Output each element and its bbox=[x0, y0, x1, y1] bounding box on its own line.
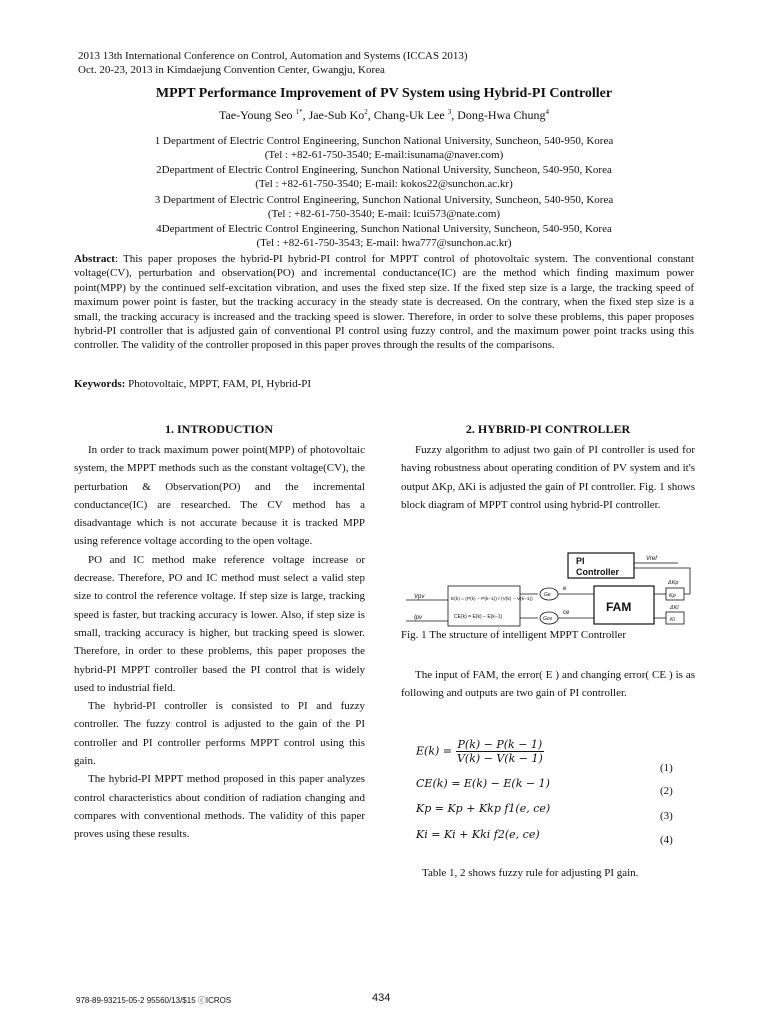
equation-number: (4) bbox=[660, 834, 673, 846]
affiliation-4 bbox=[0, 222, 768, 250]
affiliation-dept: 1 Department of Electric Control Engineering, Sunchon National University, Suncheon, 540-950, Korea bbox=[154, 135, 614, 147]
keywords-text: Photovoltaic, MPPT, FAM, PI, Hybrid-PI bbox=[128, 378, 312, 390]
kp-label: Kp bbox=[669, 593, 676, 599]
affiliation-contact: (Tel : +82-61-750-3540; E-mail: lcui573@nate.com) bbox=[267, 208, 501, 220]
footer-isbn: 978-89-93215-05-2 95560/13/$15 ⓒICROS bbox=[76, 996, 232, 1005]
affiliation-1 bbox=[0, 134, 768, 162]
affiliation-2 bbox=[0, 163, 768, 191]
section-1-body bbox=[74, 441, 365, 844]
affiliation-contact: (Tel : +82-61-750-3540; E-mail: kokos22@sunchon.ac.kr) bbox=[255, 178, 513, 190]
equation-fraction bbox=[456, 738, 545, 765]
equation-number: (2) bbox=[660, 785, 673, 797]
conference-line: 2013 13th International Conference on Control, Automation and Systems (ICCAS 2013) bbox=[78, 50, 468, 62]
page-number: 434 bbox=[372, 992, 391, 1004]
paper-title: MPPT Performance Improvement of PV System using Hybrid-PI Controller bbox=[155, 86, 613, 101]
e-label: e bbox=[563, 586, 567, 592]
paragraph: Fuzzy algorithm to adjust two gain of PI controller is used for having robustness about operating condition of PV system and it's output ΔKp, ΔKi is adjusted the gain of PI controller. Fig. 1 shows block diagram of MPPT control using hybrid-PI controller. bbox=[401, 444, 695, 511]
error-equation-box bbox=[448, 586, 520, 626]
equation-3: Kp = Kp + Kkp f1(e, ce) bbox=[416, 802, 551, 815]
pi-label: PI bbox=[576, 556, 585, 566]
error-equation: E(k) = (P(k) − P(k−1)) / (V(k) − V(k−1)) bbox=[451, 597, 533, 602]
keywords bbox=[74, 378, 311, 390]
abstract-text: : This paper proposes the hybrid-PI hybrid-PI control for MPPT control of photovoltaic system. The conventional constant voltage(CV), perturbation and observation(PO) and incremental conductance(IC) are the method which finding maximum power point(MPP) by the continued self-excitation vibration, and uses the fixed step size. If the fixed step size is a large, the tracking speed of maximum power point is faster, but the tracking accuracy in the steady state is decreased. On the contrary, when the fixed step size is a small, the tracking accuracy is increased and the tracking speed is slower. Therefore, in order to solve these problems, this paper proposes hybrid-PI controller that is adjusted gain of conventional PI control using fuzzy control, and the maximum power point tracks using this controller. The validity of the controller proposed in this paper proves through the results of the comparisons. bbox=[74, 253, 694, 352]
section-2-para-2 bbox=[401, 666, 695, 703]
change-error-equation: CE(k) = E(k) − E(k−1) bbox=[454, 614, 503, 620]
author-list: Tae-Young Seo $^{1*}$, Jae-Sub Ko$^2$, Chang-Uk Lee $^3$, Dong-Hwa Chung$^4$ bbox=[218, 108, 550, 122]
fam-label: FAM bbox=[606, 600, 632, 614]
gce-label: Gce bbox=[543, 616, 553, 622]
section-2-heading: 2. HYBRID-PI CONTROLLER bbox=[465, 422, 631, 436]
ki-label: Ki bbox=[670, 617, 675, 623]
dkp-label: ΔKp bbox=[668, 580, 679, 586]
figure-1-diagram bbox=[400, 548, 696, 628]
keywords-label: Keywords: bbox=[74, 378, 126, 390]
equation-denominator: V(k) − V(k − 1) bbox=[456, 752, 543, 765]
equation-lhs: E(k) = bbox=[416, 744, 452, 758]
abstract bbox=[74, 252, 694, 353]
vref-label: Vref bbox=[646, 556, 657, 562]
figure-1-caption: Fig. 1 The structure of intelligent MPPT Controller bbox=[401, 629, 627, 641]
ge-label: Ge bbox=[544, 592, 551, 598]
affiliation-contact: (Tel : +82-61-750-3543; E-mail: hwa777@sunchon.ac.kr) bbox=[256, 237, 512, 249]
equation-numerator: P(k) − P(k − 1) bbox=[457, 738, 543, 751]
equation-2: CE(k) = E(k) − E(k − 1) bbox=[416, 777, 550, 790]
ce-label: ce bbox=[563, 610, 570, 616]
affiliation-dept: 2Department of Electric Control Engineering, Sunchon National University, Suncheon, 540-950, Korea bbox=[156, 164, 612, 176]
equation-number: (3) bbox=[660, 810, 673, 822]
equation-number: (1) bbox=[660, 762, 673, 774]
dki-label: ΔKi bbox=[670, 605, 679, 611]
paragraph: PO and IC method make reference voltage increase or decrease. Therefore, PO and IC method must select a valid step size to control the reference voltage. If step size is large, tracking speed is faster, but tracking accuracy is lower. Also, if step size is small, tracking accuracy is higher, but tracking speed is slower. Therefore, in order to these problems, this paper proposes the hybrid-PI MPPT controller based the PI control that is widely used to industrial field. bbox=[74, 553, 365, 694]
vpv-label: Vpv bbox=[414, 594, 425, 600]
ki-block bbox=[666, 612, 684, 624]
abstract-label: Abstract bbox=[74, 253, 115, 265]
equation-4: Ki = Ki + Kki f2(e, ce) bbox=[416, 828, 540, 841]
controller-label: Controller bbox=[576, 567, 620, 577]
affiliation-contact: (Tel : +82-61-750-3540; E-mail:isunama@naver.com) bbox=[264, 149, 504, 161]
paragraph: The hybrid-PI controller is consisted to PI and fuzzy controller. The fuzzy control is adjusted to the gain of the PI controller and PI controller performs MPPT control using this gain. bbox=[74, 700, 365, 768]
section-2-para-1 bbox=[401, 441, 695, 514]
conference-date-line: Oct. 20-23, 2013 in Kimdaejung Convention Center, Gwangju, Korea bbox=[78, 64, 385, 76]
paragraph: In order to track maximum power point(MPP) of photovoltaic system, the MPPT methods such as the constant voltage(CV), the perturbation & Observation(PO) and the incremental conductance(IC) are researched. The CV method has a disadvantage which is not accurate because it is tracked MPP using reference voltage according to the open voltage. bbox=[74, 444, 365, 548]
affiliation-dept: 3 Department of Electric Control Engineering, Sunchon National University, Suncheon, 540-950, Korea bbox=[154, 194, 614, 206]
equation-1 bbox=[416, 738, 544, 765]
table-note: Table 1, 2 shows fuzzy rule for adjusting PI gain. bbox=[422, 867, 639, 879]
affiliation-dept: 4Department of Electric Control Engineering, Sunchon National University, Suncheon, 540-950, Korea bbox=[156, 223, 612, 235]
ipv-label: Ipv bbox=[414, 615, 423, 621]
paragraph: The hybrid-PI MPPT method proposed in this paper analyzes control characteristics about condition of radiation changing and compares with conventional methods. The validity of this paper proves using these results. bbox=[74, 773, 365, 841]
paragraph: The input of FAM, the error( E ) and changing error( CE ) is as following and outputs are two gain of PI controller. bbox=[401, 669, 695, 700]
section-1-heading: 1. INTRODUCTION bbox=[164, 422, 273, 436]
affiliation-3 bbox=[0, 193, 768, 221]
